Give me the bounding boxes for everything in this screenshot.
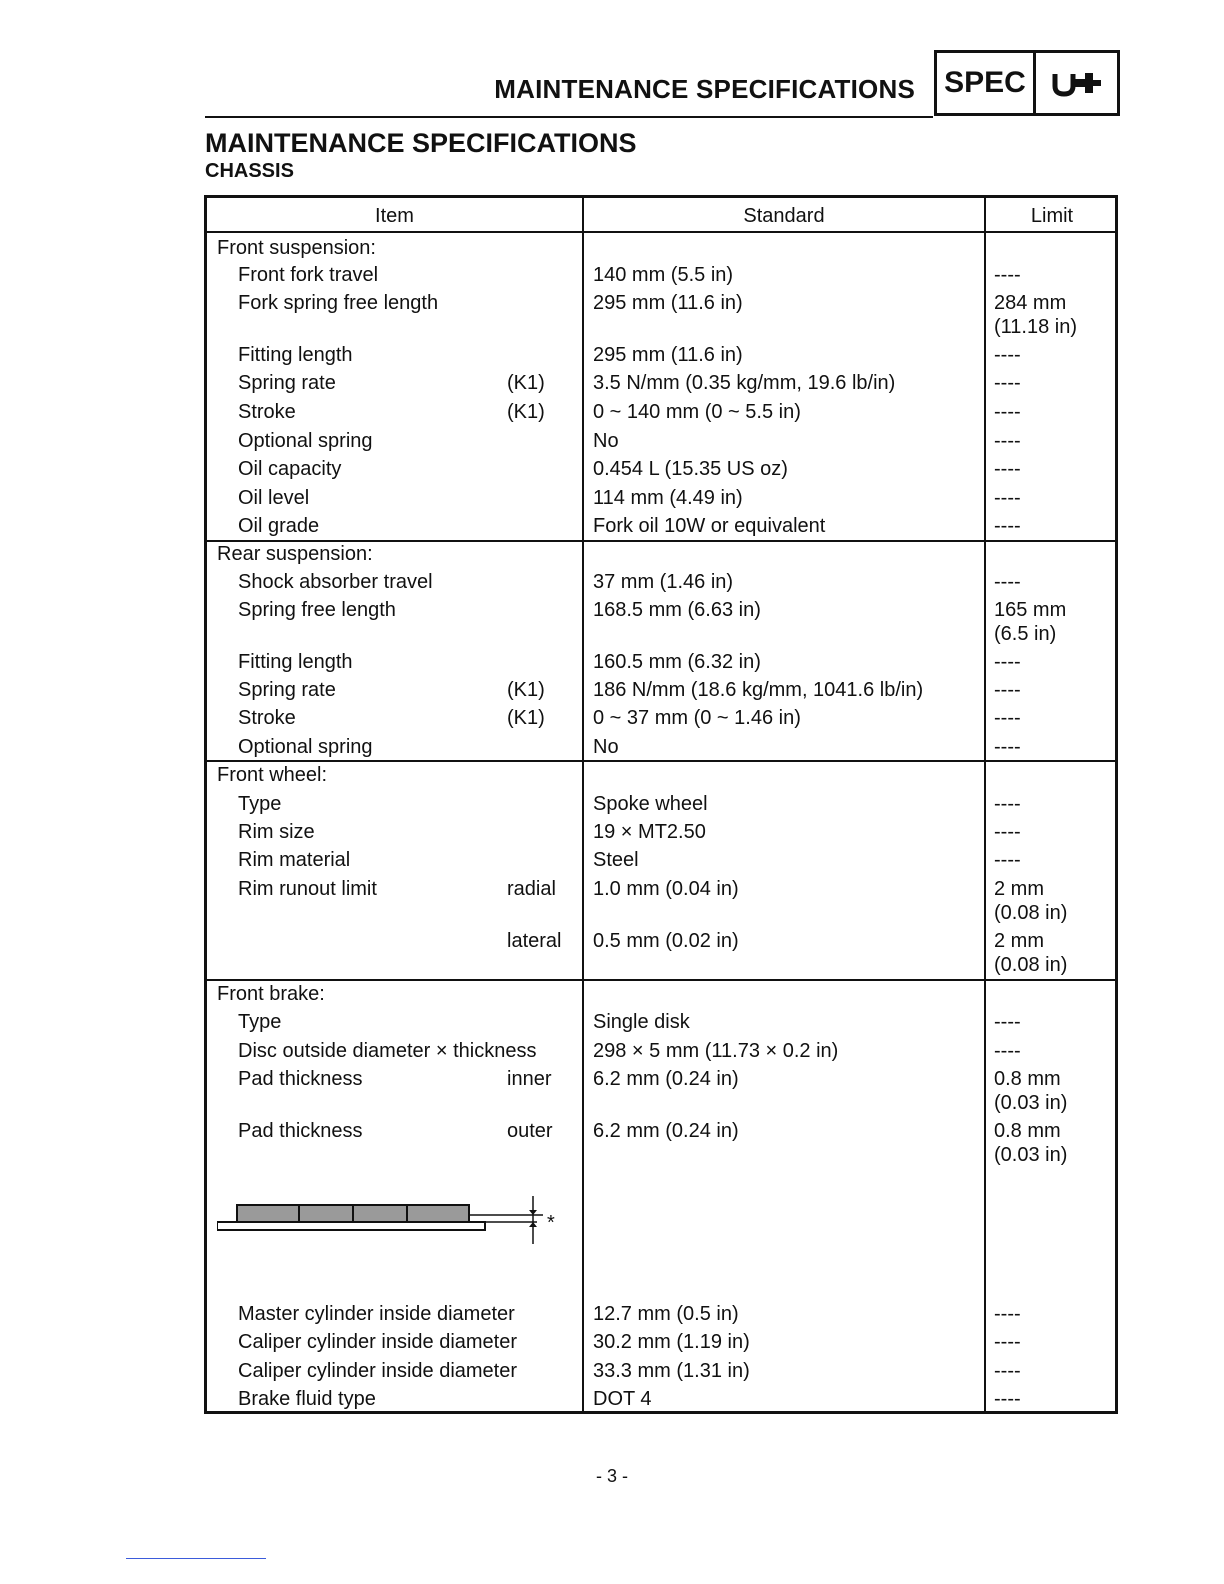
item-cell: Spring free length	[238, 599, 396, 621]
standard-cell: 12.7 mm (0.5 in)	[593, 1303, 739, 1325]
limit-cell: 0.8 mm	[994, 1068, 1061, 1090]
item-qualifier: inner	[507, 1068, 552, 1090]
item-cell: Type	[238, 793, 282, 815]
wrench-icon	[1036, 53, 1117, 113]
standard-cell: 186 N/mm (18.6 kg/mm, 1041.6 lb/in)	[593, 679, 924, 701]
standard-cell: No	[593, 736, 619, 758]
item-cell: Master cylinder inside diameter	[238, 1303, 515, 1325]
item-qualifier: outer	[507, 1120, 553, 1142]
item-cell: Optional spring	[238, 430, 373, 452]
standard-cell: 168.5 mm (6.63 in)	[593, 599, 761, 621]
section-title: CHASSIS	[205, 160, 294, 182]
header-rule	[205, 116, 933, 118]
standard-cell: 140 mm (5.5 in)	[593, 264, 734, 286]
limit-cell: 165 mm	[994, 599, 1067, 621]
item-cell: Rim runout limit	[238, 878, 377, 900]
limit-cell: ----	[994, 651, 1021, 673]
item-cell: Fitting length	[238, 344, 353, 366]
limit-cell: ----	[994, 849, 1021, 871]
item-qualifier: (K1)	[507, 679, 545, 701]
item-cell: Fitting length	[238, 651, 353, 673]
item-cell: Shock absorber travel	[238, 571, 433, 593]
standard-cell: 19 × MT2.50	[593, 821, 706, 843]
standard-cell: 0 ~ 140 mm (0 ~ 5.5 in)	[593, 401, 801, 423]
limit-cell: 284 mm	[994, 292, 1067, 314]
limit-cell: ----	[994, 1011, 1021, 1033]
standard-cell: Fork oil 10W or equivalent	[593, 515, 826, 537]
limit-cell: ----	[994, 487, 1021, 509]
item-cell: Caliper cylinder inside diameter	[238, 1360, 518, 1382]
item-cell: Spring rate	[238, 679, 336, 701]
standard-cell: 6.2 mm (0.24 in)	[593, 1068, 739, 1090]
item-cell: Type	[238, 1011, 282, 1033]
item-cell: Fork spring free length	[238, 292, 439, 314]
limit-cell: ----	[994, 571, 1021, 593]
standard-cell: 30.2 mm (1.19 in)	[593, 1331, 750, 1353]
column-header-item: Item	[375, 205, 414, 227]
item-cell: Oil capacity	[238, 458, 342, 480]
limit-cell: ----	[994, 1360, 1021, 1382]
page-number: - 3 -	[595, 1466, 628, 1486]
item-qualifier: lateral	[507, 930, 562, 952]
item-qualifier: (K1)	[507, 401, 545, 423]
limit-cell: ----	[994, 793, 1021, 815]
group-title: Front brake:	[217, 983, 325, 1005]
limit-cell: ----	[994, 1388, 1021, 1410]
limit-cell-imperial: (0.08 in)	[994, 954, 1068, 976]
item-cell: Front fork travel	[238, 264, 379, 286]
group-title: Rear suspension:	[217, 543, 373, 565]
item-qualifier: radial	[507, 878, 556, 900]
standard-cell: 33.3 mm (1.31 in)	[593, 1360, 750, 1382]
spec-table	[204, 195, 1118, 1414]
limit-cell: ----	[994, 821, 1021, 843]
item-cell: Brake fluid type	[238, 1388, 376, 1410]
standard-cell: 37 mm (1.46 in)	[593, 571, 734, 593]
group-title: Front wheel:	[217, 764, 328, 786]
footer-rule	[126, 1558, 266, 1559]
column-divider	[582, 198, 584, 1411]
limit-cell: ----	[994, 1040, 1021, 1062]
limit-cell-imperial: (0.03 in)	[994, 1144, 1068, 1166]
limit-cell: ----	[994, 430, 1021, 452]
column-divider	[984, 198, 986, 1411]
limit-cell-imperial: (11.18 in)	[994, 316, 1078, 338]
standard-cell: No	[593, 430, 619, 452]
standard-cell: DOT 4	[593, 1388, 652, 1410]
column-header-standard: Standard	[743, 205, 825, 227]
standard-cell: Spoke wheel	[593, 793, 708, 815]
limit-cell: ----	[994, 372, 1021, 394]
item-cell: Pad thickness	[238, 1068, 363, 1090]
limit-cell-imperial: (6.5 in)	[994, 623, 1057, 645]
limit-cell: ----	[994, 736, 1021, 758]
limit-cell: ----	[994, 679, 1021, 701]
standard-cell: Single disk	[593, 1011, 690, 1033]
limit-cell: ----	[994, 401, 1021, 423]
limit-cell: ----	[994, 458, 1021, 480]
limit-cell: 2 mm	[994, 930, 1044, 952]
standard-cell: 295 mm (11.6 in)	[593, 344, 743, 366]
item-cell: Stroke	[238, 707, 296, 729]
limit-cell: ----	[994, 515, 1021, 537]
standard-cell: 160.5 mm (6.32 in)	[593, 651, 761, 673]
item-qualifier: (K1)	[507, 707, 545, 729]
item-cell: Rim material	[238, 849, 351, 871]
standard-cell: 0 ~ 37 mm (0 ~ 1.46 in)	[593, 707, 801, 729]
item-cell: Disc outside diameter × thickness	[238, 1040, 537, 1062]
limit-cell: ----	[994, 264, 1021, 286]
limit-cell: ----	[994, 1303, 1021, 1325]
standard-cell: Steel	[593, 849, 639, 871]
standard-cell: 3.5 N/mm (0.35 kg/mm, 19.6 lb/in)	[593, 372, 896, 394]
item-qualifier: (K1)	[507, 372, 545, 394]
header-title: MAINTENANCE SPECIFICATIONS	[494, 74, 915, 104]
spec-badge	[934, 50, 1120, 116]
spec-label: SPEC	[937, 53, 1036, 113]
standard-cell: 0.454 L (15.35 US oz)	[593, 458, 788, 480]
group-divider	[207, 979, 1115, 981]
brake-pad-diagram	[217, 1196, 567, 1248]
item-cell: Oil level	[238, 487, 310, 509]
column-header-limit: Limit	[1030, 205, 1074, 227]
item-cell: Pad thickness	[238, 1120, 363, 1142]
page-title: MAINTENANCE SPECIFICATIONS	[205, 128, 637, 158]
item-cell: Stroke	[238, 401, 296, 423]
limit-cell-imperial: (0.03 in)	[994, 1092, 1068, 1114]
group-divider	[207, 760, 1115, 762]
item-cell: Optional spring	[238, 736, 373, 758]
item-cell: Oil grade	[238, 515, 320, 537]
standard-cell: 6.2 mm (0.24 in)	[593, 1120, 739, 1142]
limit-cell: ----	[994, 1331, 1021, 1353]
item-cell: Rim size	[238, 821, 315, 843]
standard-cell: 0.5 mm (0.02 in)	[593, 930, 739, 952]
limit-cell: ----	[994, 344, 1021, 366]
limit-cell: 2 mm	[994, 878, 1044, 900]
standard-cell: 114 mm (4.49 in)	[593, 487, 743, 509]
item-cell: Caliper cylinder inside diameter	[238, 1331, 518, 1353]
limit-cell: ----	[994, 707, 1021, 729]
standard-cell: 298 × 5 mm (11.73 × 0.2 in)	[593, 1040, 839, 1062]
limit-cell-imperial: (0.08 in)	[994, 902, 1068, 924]
header-divider	[207, 231, 1115, 233]
standard-cell: 1.0 mm (0.04 in)	[593, 878, 739, 900]
diagram-marker: *	[547, 1212, 555, 1234]
item-cell: Spring rate	[238, 372, 336, 394]
limit-cell: 0.8 mm	[994, 1120, 1061, 1142]
standard-cell: 295 mm (11.6 in)	[593, 292, 743, 314]
group-title: Front suspension:	[217, 237, 376, 259]
